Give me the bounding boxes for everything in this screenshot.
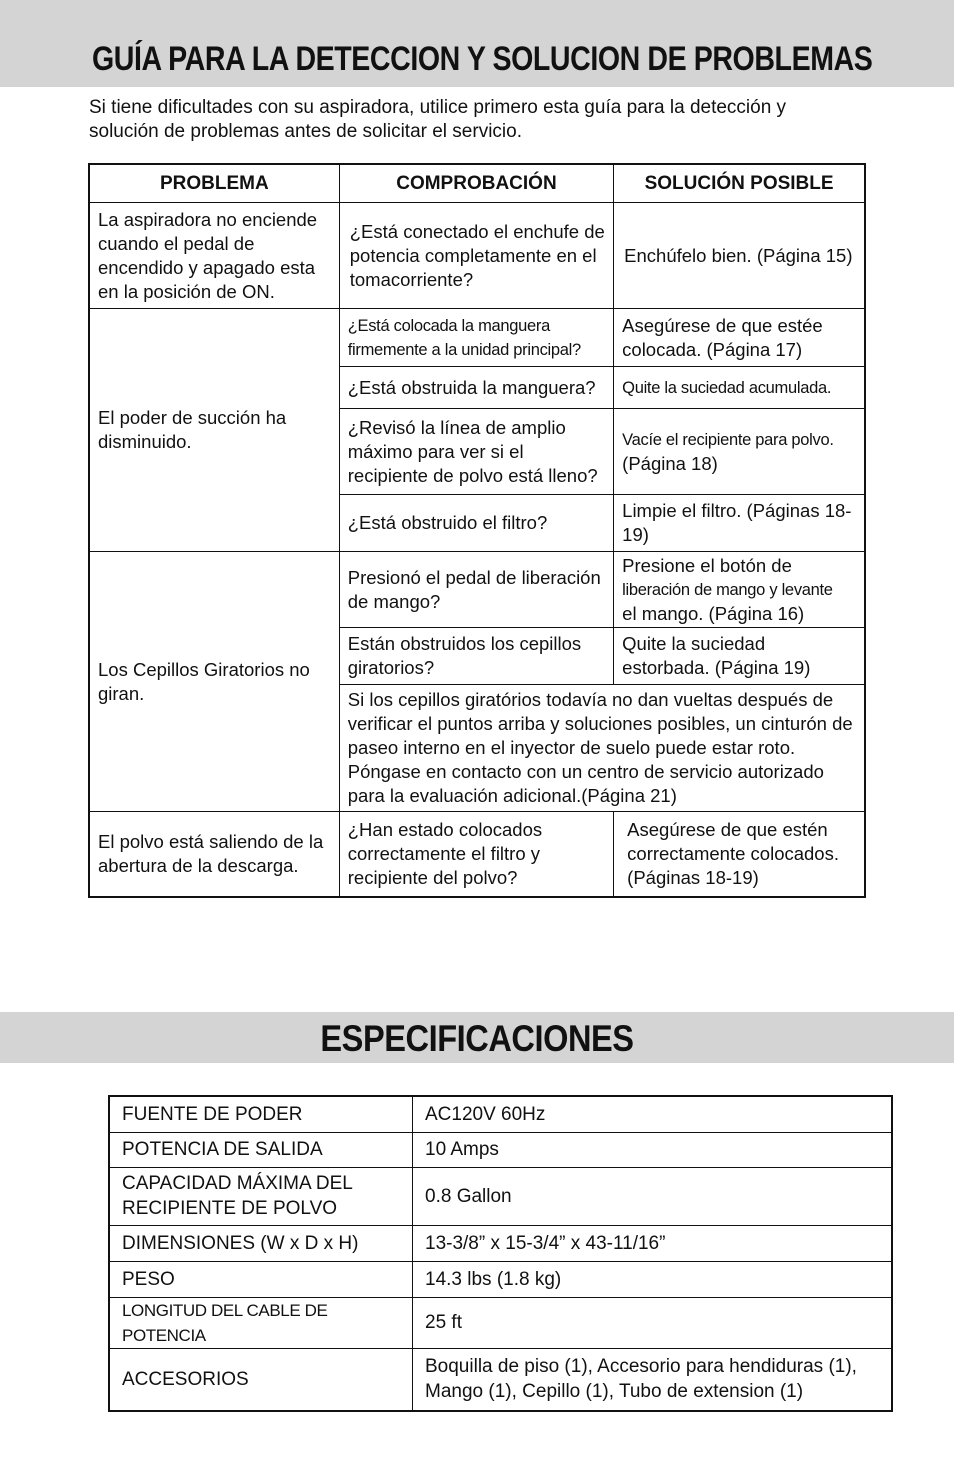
check-cell: ¿Está obstruido el filtro? [339,495,613,552]
table-row [89,552,865,628]
problem-cell: Los Cepillos Giratorios no giran. [89,552,339,812]
table-header-row [89,164,865,203]
troubleshooting-table [88,163,866,898]
check-cell: ¿Está conectado el enchufe de potencia completamente en el tomacorriente? [339,203,613,309]
note-cell: Si los cepillos giratórios todavía no dan vueltas después de verificar el puntos arriba y soluciones posibles, un cinturón de paseo interno en el inyector de suelo puede estar roto. Póngase en contacto con un centro de servicio autorizado para la evaluación adicional.(Página 21) [339,685,865,812]
table-row [109,1132,892,1167]
solution-cell: Enchúfelo bien. (Página 15) [614,203,865,309]
spec-value: 10 Amps [413,1132,893,1167]
spec-key: CAPACIDAD MÁXIMA DEL RECIPIENTE DE POLVO [109,1167,413,1225]
solution-cell [614,552,865,628]
header-comprobacion: COMPROBACIÓN [339,164,613,203]
specifications-title: ESPECIFICACIONES [320,1018,634,1059]
table-row [109,1225,892,1261]
check-cell: Están obstruidos los cepillos giratorios? [339,628,613,685]
spec-key: LONGITUD DEL CABLE DE POTENCIA [109,1297,413,1348]
spec-value: 0.8 Gallon [413,1167,893,1225]
solution-cell: Asegúrese de que estée colocada. (Página 17) [614,309,865,367]
check-cell: ¿Revisó la línea de amplio máximo para ver si el recipiente de polvo está lleno? [339,409,613,495]
solution-line: Vacíe el recipiente para polvo. [622,430,834,449]
solution-line: el mango. (Página 16) [622,602,805,624]
spec-value: 25 ft [413,1297,893,1348]
table-row [89,203,865,309]
spec-key: PESO [109,1261,413,1297]
spec-value: 13-3/8” x 15-3/4” x 43-11/16” [413,1225,893,1261]
table-row [109,1348,892,1411]
problem-cell: El polvo está saliendo de la abertura de la descarga. [89,812,339,897]
solution-line: (Página 18) [622,452,718,474]
table-row [109,1167,892,1225]
problem-cell: El poder de succión ha disminuido. [89,309,339,552]
header-solucion: SOLUCIÓN POSIBLE [614,164,865,203]
solution-cell: Quite la suciedad estorbada. (Página 19) [614,628,865,685]
spec-value: AC120V 60Hz [413,1096,893,1132]
solution-cell: Asegúrese de que estén correctamente colocados. (Páginas 18-19) [614,812,865,897]
table-row [89,309,865,367]
check-cell: ¿Han estado colocados correctamente el filtro y recipiente del polvo? [339,812,613,897]
troubleshooting-intro: Si tiene dificultades con su aspiradora, utilice primero esta guía para la detección y solución de problemas antes de solicitar el servicio. [89,97,787,142]
solution-cell: Limpie el filtro. (Páginas 18-19) [614,495,865,552]
specifications-table [108,1095,893,1412]
spec-key: POTENCIA DE SALIDA [109,1132,413,1167]
spec-key: FUENTE DE PODER [109,1096,413,1132]
table-row [109,1096,892,1132]
troubleshooting-title: GUÍA PARA LA DETECCION Y SOLUCION DE PROBLEMAS [92,40,873,78]
check-cell: Presionó el pedal de liberación de mango? [339,552,613,628]
solution-cell: Quite la suciedad acumulada. [614,367,865,409]
table-row [89,812,865,897]
spec-value: Boquilla de piso (1), Accesorio para hendiduras (1), Mango (1), Cepillo (1), Tubo de extension (1) [413,1348,893,1411]
header-problema: PROBLEMA [89,164,339,203]
check-cell: ¿Está colocada la manguera firmemente a la unidad principal? [339,309,613,367]
table-row [109,1261,892,1297]
check-cell: ¿Está obstruida la manguera? [339,367,613,409]
table-row [109,1297,892,1348]
solution-line: Presione el botón de [622,554,792,576]
problem-cell: La aspiradora no enciende cuando el pedal de encendido y apagado esta en la posición de ON. [89,203,339,309]
spec-key: DIMENSIONES (W x D x H) [109,1225,413,1261]
spec-key: ACCESORIOS [109,1348,413,1411]
solution-line: liberación de mango y levante [622,580,833,599]
spec-value: 14.3 lbs (1.8 kg) [413,1261,893,1297]
solution-cell [614,409,865,495]
